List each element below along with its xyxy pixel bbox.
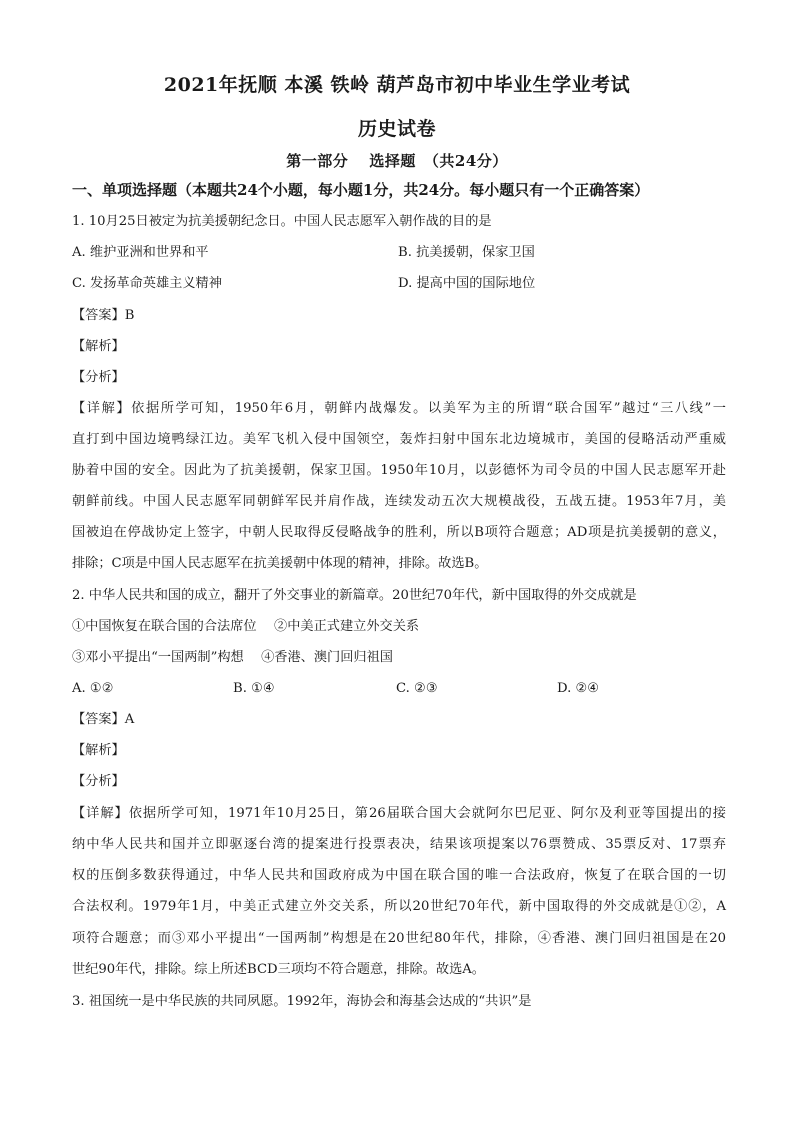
section-heading: 一、单项选择题（本题共24个小题，每小题1分，共24分。每小题只有一个正确答案） <box>72 181 650 199</box>
exam-title: 2021年抚顺 本溪 铁岭 葫芦岛市初中毕业生学业考试 <box>163 74 631 96</box>
q2-option-a: A. ①② <box>72 681 114 696</box>
subject-title: 历史试卷 <box>357 118 436 140</box>
q3-stem: 3. 祖国统一是中华民族的共同夙愿。1992年，海协会和海基会达成的“共识”是 <box>72 994 532 1009</box>
q2-detail-line: 项符合题意；而③邓小平提出“一国两制”构想是在20世纪80年代，排除，④香港、澳门回归祖国是在20 <box>72 931 726 946</box>
q1-detail-line: 国被迫在停战协定上签字，中朝人民取得反侵略战争的胜利，所以B项符合题意；AD项是抗美援朝的意义， <box>72 525 726 540</box>
part-heading: 第一部分 选择题 （共24分） <box>286 152 508 170</box>
q1-option-d: D. 提高中国的国际地位 <box>398 276 536 291</box>
q2-items-line: ①中国恢复在联合国的合法席位 ②中美正式建立外交关系 <box>72 619 420 634</box>
q2-fenxi-label: 【分析】 <box>72 774 125 789</box>
q1-option-c: C. 发扬革命英雄主义精神 <box>72 276 222 291</box>
q1-stem: 1. 10月25日被定为抗美援朝纪念日。中国人民志愿军入朝作战的目的是 <box>72 214 492 229</box>
q1-answer: 【答案】B <box>72 308 135 323</box>
q1-fenxi-label: 【分析】 <box>72 370 125 385</box>
q1-detail-line: 朝鲜前线。中国人民志愿军同朝鲜军民并肩作战，连续发动五次大规模战役，五战五捷。1953年7月，美 <box>72 494 726 509</box>
q2-detail-line: 合法权利。1979年1月，中美正式建立外交关系，所以20世纪70年代，新中国取得的外交成就是①②，A <box>72 899 726 914</box>
q2-detail-line: 【详解】依据所学可知，1971年10月25日，第26届联合国大会就阿尔巴尼亚、阿尔及利亚等国提出的接 <box>72 806 726 821</box>
q1-option-a: A. 维护亚洲和世界和平 <box>72 245 209 260</box>
q2-detail-line: 权的压倒多数获得通过，中华人民共和国政府成为中国在联合国的唯一合法政府，恢复了在联合国的一切 <box>72 868 726 883</box>
q2-items-line: ③邓小平提出“一国两制”构想 ④香港、澳门回归祖国 <box>72 650 393 665</box>
q2-stem: 2. 中华人民共和国的成立，翻开了外交事业的新篇章。20世纪70年代，新中国取得的外交成就是 <box>72 588 637 603</box>
q2-analysis-label: 【解析】 <box>72 743 125 758</box>
q2-detail-line: 世纪90年代，排除。综上所述BCD三项均不符合题意，排除。故选A。 <box>72 962 485 977</box>
q1-detail-line: 排除；C项是中国人民志愿军在抗美援朝中体现的精神，排除。故选B。 <box>72 556 488 571</box>
q1-option-b: B. 抗美援朝，保家卫国 <box>398 245 535 260</box>
q1-analysis-label: 【解析】 <box>72 339 125 354</box>
q2-answer: 【答案】A <box>72 712 135 727</box>
q1-detail-line: 直打到中国边境鸭绿江边。美军飞机入侵中国领空，轰炸扫射中国东北边境城市，美国的侵略活动严重威 <box>72 432 726 447</box>
q2-option-c: C. ②③ <box>396 681 438 696</box>
q2-option-b: B. ①④ <box>233 681 275 696</box>
q1-detail-line: 胁着中国的安全。因此为了抗美援朝，保家卫国。1950年10月，以彭德怀为司令员的中国人民志愿军开赴 <box>72 463 726 478</box>
q2-option-d: D. ②④ <box>557 681 600 696</box>
q2-detail-line: 纳中华人民共和国并立即驱逐台湾的提案进行投票表决，结果该项提案以76票赞成、35票反对、17票弃 <box>72 837 726 852</box>
q1-detail-line: 【详解】依据所学可知，1950年6月，朝鲜内战爆发。以美军为主的所谓“联合国军”越过“三八线”一 <box>72 401 726 416</box>
